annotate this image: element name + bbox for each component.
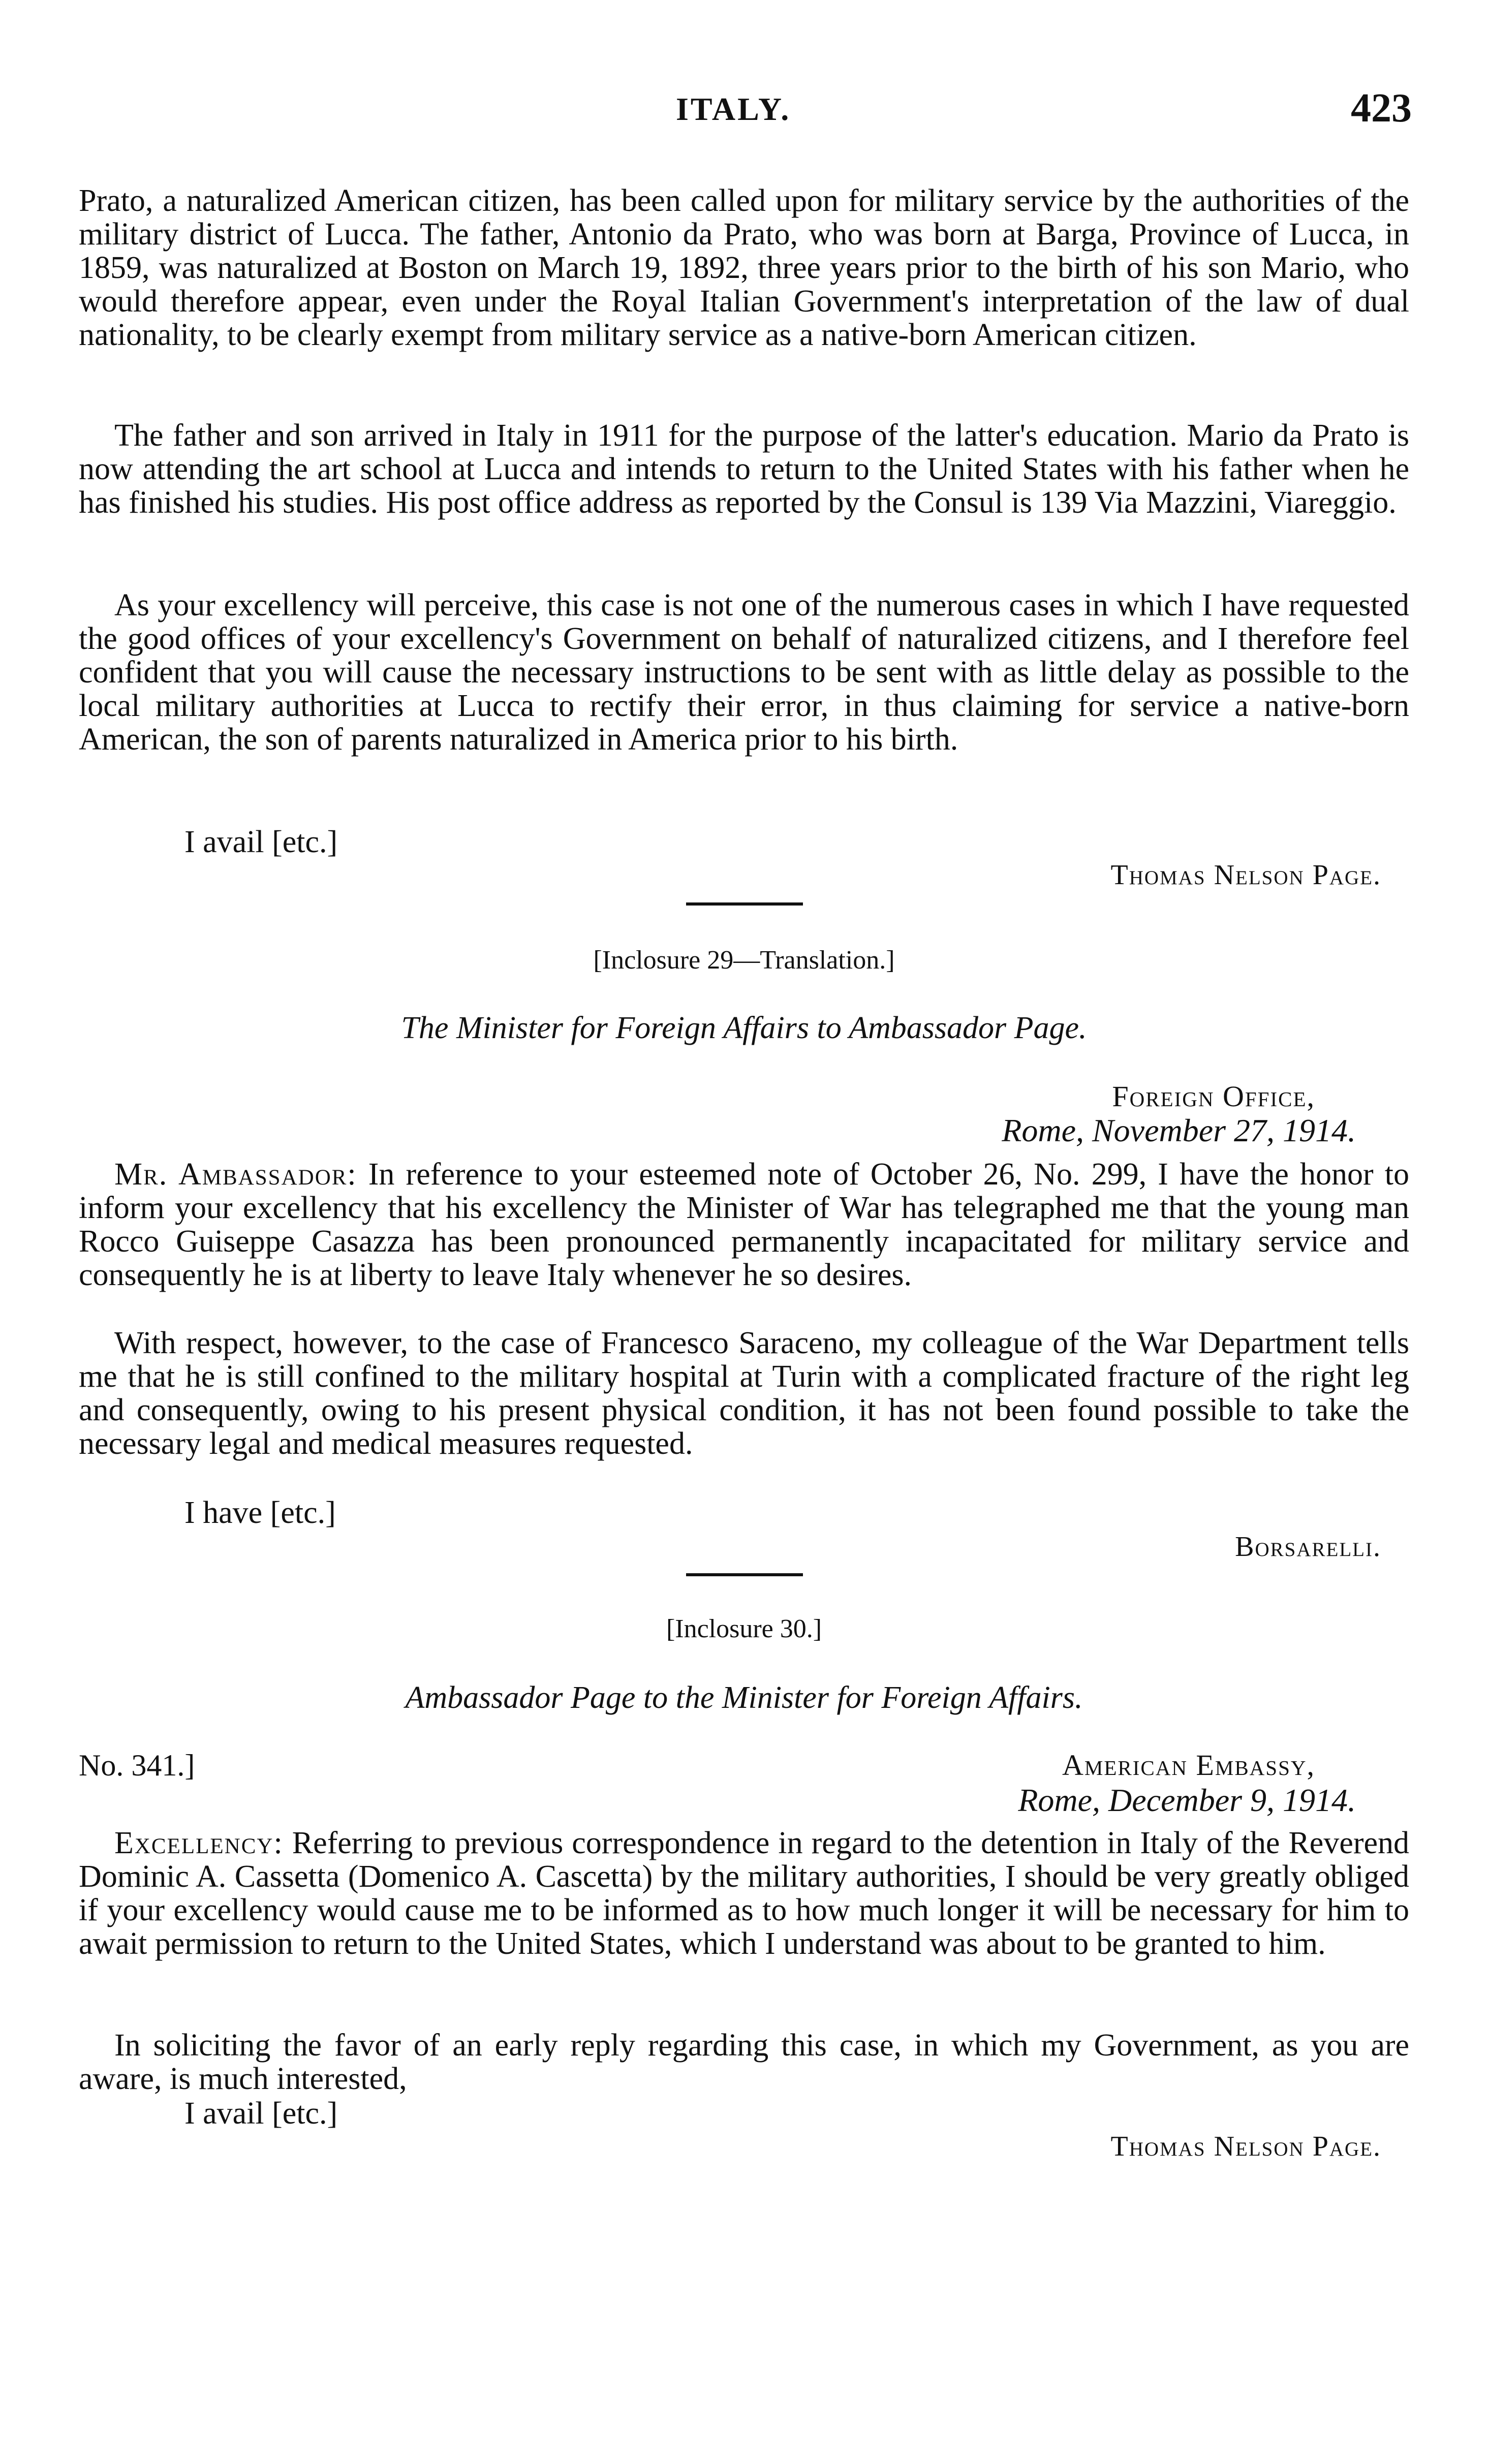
paragraph-5: With respect, however, to the case of Francesco Saraceno, my colleague of the War Department tells me that he is still confined to the military hospital at Turin with a complicated fracture of the right leg and consequently, owing to his present physical condition, it has not been found possible to take the necessary legal and medical measures requested.	[79, 1326, 1409, 1461]
paragraph-1: Prato, a naturalized American citizen, has been called upon for military service by the authorities of the military district of Lucca. The father, Antonio da Prato, who was born at Barga, Province of Lucca, in 1859, was naturalized at Boston on March 19, 1892, three years prior to the birth of his son Mario, who would therefore appear, even under the Royal Italian Government's interpretation of the law of dual nationality, to be clearly exempt from military service as a native-born American citizen.	[79, 183, 1409, 352]
closing-2: I have [etc.]	[184, 1495, 336, 1530]
paragraph-2: The father and son arrived in Italy in 1911 for the purpose of the latter's education. Mario da Prato is now attending the art school at Lucca and intends to return to the United States with his father when he has finished his studies. His post office address as reported by the Consul is 139 Via Mazzini, Viareggio.	[79, 418, 1409, 520]
signature-1: Thomas Nelson Page.	[1110, 859, 1381, 891]
page-number: 423	[1351, 86, 1412, 131]
document-number: No. 341.]	[79, 1749, 195, 1782]
closing-3: I avail [etc.]	[184, 2096, 338, 2131]
inclosure-29-label: [Inclosure 29—Translation.]	[593, 946, 895, 975]
salutation-3: Excellency:	[114, 1826, 284, 1860]
sender-place-2: Foreign Office,	[1112, 1080, 1315, 1113]
paragraph-6-text: Referring to previous correspondence in regard to the detention in Italy of the Reverend Dominic A. Cassetta (Domenico A. Cascetta) by the military authorities, I should be very greatly obliged if your excellency would cause me to be informed as to how much longer it will be necessary for him to await permission to return to the United States, which I understand was about to be granted to him.	[79, 1826, 1410, 1961]
salutation-2: Mr. Ambassador:	[114, 1157, 357, 1192]
section-divider-2	[686, 1573, 803, 1576]
paragraph-4-text: In reference to your esteemed note of October 26, No. 299, I have the honor to inform your excellency that his excellency the Minister of War has telegraphed me that the young man Rocco Guiseppe Casazza has been pronounced permanently incapacitated for military service and consequently he is at liberty to leave Italy whenever he so desires.	[79, 1157, 1409, 1292]
letter-date-2: Rome, November 27, 1914.	[1002, 1112, 1356, 1148]
letter-heading-2: The Minister for Foreign Affairs to Ambassador Page.	[401, 1011, 1087, 1045]
signature-2: Borsarelli.	[1235, 1531, 1381, 1563]
running-head: ITALY.	[676, 91, 791, 127]
paragraph-7: In soliciting the favor of an early reply regarding this case, in which my Government, as you are aware, is much interested,	[79, 2028, 1409, 2096]
letter-heading-3: Ambassador Page to the Minister for Foreign Affairs.	[405, 1680, 1083, 1715]
letter-date-3: Rome, December 9, 1914.	[1018, 1782, 1356, 1818]
closing-1: I avail [etc.]	[184, 825, 338, 859]
paragraph-6	[79, 1826, 1409, 1960]
section-divider-1	[686, 902, 803, 906]
signature-3: Thomas Nelson Page.	[1110, 2131, 1381, 2162]
sender-place-3: American Embassy,	[1062, 1749, 1315, 1782]
paragraph-4	[79, 1158, 1409, 1292]
paragraph-3: As your excellency will perceive, this case is not one of the numerous cases in which I have requested the good offices of your excellency's Government on behalf of naturalized citizens, and I therefore feel confident that you will cause the necessary instructions to be sent with as little delay as possible to the local military authorities at Lucca to rectify their error, in thus claiming for service a native-born American, the son of parents naturalized in America prior to his birth.	[79, 588, 1409, 757]
inclosure-30-label: [Inclosure 30.]	[666, 1614, 822, 1643]
